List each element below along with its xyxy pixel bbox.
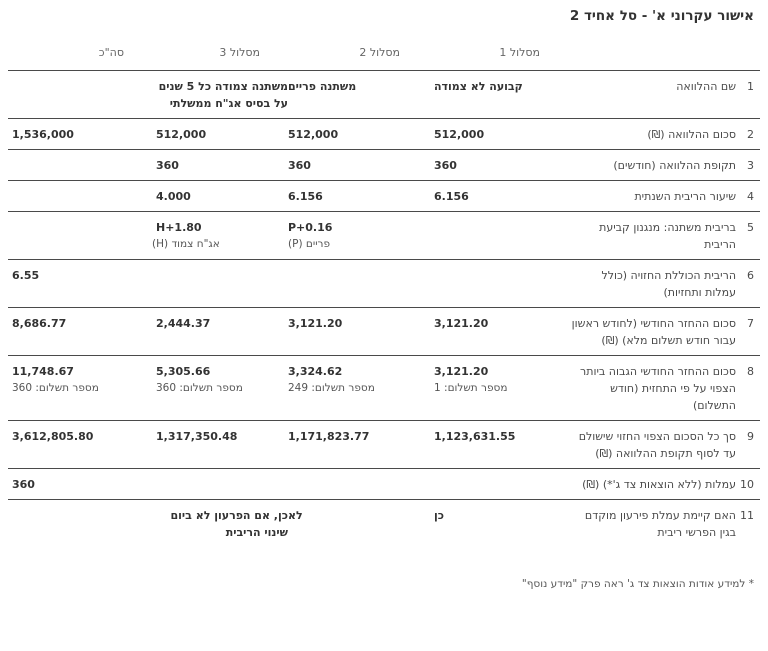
row-number: 9 <box>747 430 754 443</box>
track1-value: 6.156 <box>434 190 469 203</box>
track2-value: 512,000 <box>288 128 339 141</box>
row-label: סך כל הסכום הצפוי החזוי שישולם עד לסוף תקופת ההלוואה (₪) <box>578 430 736 460</box>
row-number: 5 <box>747 221 754 234</box>
track3-value: 1,317,350.48 <box>156 430 238 443</box>
track3-value: 5,305.66 <box>156 365 211 378</box>
track1-value: 360 <box>434 159 457 172</box>
table-header-row <box>8 44 760 71</box>
track1-value: 1,123,631.55 <box>434 430 516 443</box>
table-row <box>8 119 760 150</box>
track3-payment-number: מספר תשלום: 360 <box>156 382 243 394</box>
total-value: 1,536,000 <box>12 128 74 141</box>
table-row <box>8 308 760 356</box>
table-row <box>8 421 760 469</box>
row-label: שם ההלוואה <box>676 80 736 93</box>
track1-value: כן <box>434 509 445 522</box>
track2-value: 6.156 <box>288 190 323 203</box>
row-label: עמלות (ללא הוצאות צד ג'*) (₪) <box>582 478 736 491</box>
footnote: * למידע אודות הוצאות צד ג' ראה פרק "מידע נוסף" <box>521 578 754 590</box>
table-row <box>8 356 760 421</box>
row-number: 3 <box>747 159 754 172</box>
track1-value: 3,121.20 <box>434 317 489 330</box>
track2-value: 3,324.62 <box>288 365 343 378</box>
track2-value: משתנה פריים <box>288 80 357 93</box>
row-label: סכום ההחזר החודשי הגבוה ביותר הצפוי על פי התחזית (חודש התשלום) <box>580 365 736 412</box>
table-row <box>8 181 760 212</box>
row-number: 7 <box>747 317 754 330</box>
header-total: סה"כ <box>98 46 124 59</box>
row-label: שיעור הריבית השנתית <box>634 190 736 203</box>
table-row <box>8 150 760 181</box>
track2-value: 1,171,823.77 <box>288 430 370 443</box>
track2-value: 3,121.20 <box>288 317 343 330</box>
track3-value: כן, אם הפרעון לא ביום שינוי הריבית <box>170 509 288 539</box>
row-label: הריבית הכוללת החזויה (כולל עמלות ותחזיות) <box>601 269 736 299</box>
track1-value: קבועה לא צמודה <box>434 80 523 93</box>
row-number: 1 <box>747 80 754 93</box>
row-label: סכום ההלוואה (₪) <box>647 128 736 141</box>
row-label: האם קיימת עמלת פירעון מוקדם בגין הפרשי ריבית <box>584 509 736 539</box>
track3-value: 512,000 <box>156 128 207 141</box>
track3-value: 4.000 <box>156 190 191 203</box>
track3-value: משתנה צמודה כל 5 שנים על בסיס אג"ח ממשלתי <box>158 80 288 110</box>
track2-value: לא <box>288 509 303 522</box>
row-label: סכום ההחזר החודשי (לחודש ראשון עבור חודש תשלום מלא) (₪) <box>571 317 736 347</box>
track2-subvalue: פריים (P) <box>288 238 331 250</box>
total-payment-number: מספר תשלום: 360 <box>12 382 99 394</box>
table-row <box>8 469 760 500</box>
track1-payment-number: מספר תשלום: 1 <box>434 382 508 394</box>
header-track2: מסלול 2 <box>359 46 400 59</box>
track2-value: P+0.16 <box>288 221 333 234</box>
row-number: 10 <box>740 478 754 491</box>
total-value: 11,748.67 <box>12 365 74 378</box>
header-track1: מסלול 1 <box>499 46 540 59</box>
table-row <box>8 500 760 548</box>
header-label <box>568 44 760 71</box>
row-number: 11 <box>740 509 754 522</box>
total-value: 3,612,805.80 <box>12 430 94 443</box>
track2-payment-number: מספר תשלום: 249 <box>288 382 375 394</box>
total-value: 360 <box>12 478 35 491</box>
track2-value: 360 <box>288 159 311 172</box>
row-number: 4 <box>747 190 754 203</box>
page-title: אישור עקרוני א' - סל אחיד 2 <box>569 8 754 24</box>
row-label: בריבית משתנה: מנגנון קביעת הריבית <box>599 221 736 251</box>
row-label: תקופת ההלוואה (חודשים) <box>613 159 736 172</box>
track1-value: 3,121.20 <box>434 365 489 378</box>
total-value: 6.55 <box>12 269 40 282</box>
table-row <box>8 260 760 308</box>
table-row <box>8 212 760 260</box>
track3-value: H+1.80 <box>156 221 202 234</box>
track3-value: 2,444.37 <box>156 317 211 330</box>
header-track3: מסלול 3 <box>219 46 260 59</box>
track3-subvalue: אג"ח צמוד (H) <box>152 238 220 250</box>
table-row <box>8 71 760 119</box>
total-value: 8,686.77 <box>12 317 67 330</box>
row-number: 2 <box>747 128 754 141</box>
mortgage-mix-table <box>8 44 760 547</box>
track1-value: 512,000 <box>434 128 485 141</box>
row-number: 8 <box>747 365 754 378</box>
row-number: 6 <box>747 269 754 282</box>
track3-value: 360 <box>156 159 179 172</box>
